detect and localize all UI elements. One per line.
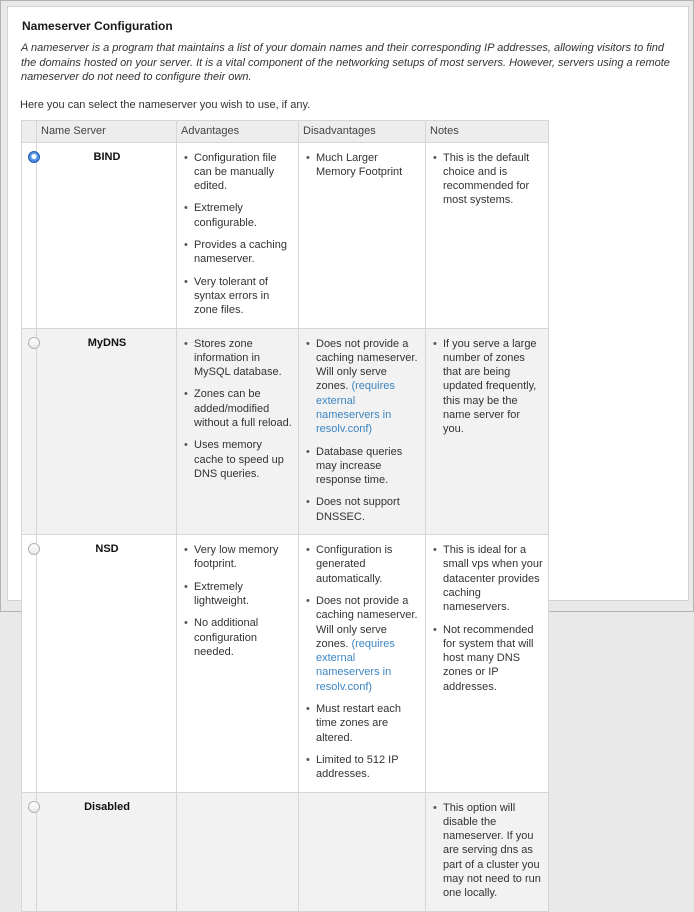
- nameserver-radio-mydns[interactable]: [28, 337, 40, 349]
- list-item-text: Does not provide a caching nameserver. Will only serve zones.: [316, 594, 418, 650]
- list-item-text: Extremely lightweight.: [194, 580, 250, 607]
- page-description: A nameserver is a program that maintains a list of your domain names and their corresponding IP addresses, allowing visitors to find the domains hosted on your server. It is a vital component of the networking setups of most servers. However, servers using a remote nameserver do not need to configure their own.: [21, 42, 670, 84]
- radio-cell: [22, 142, 37, 328]
- advantages-cell: [177, 142, 299, 328]
- disadvantages-cell: [299, 142, 426, 328]
- table-row: [22, 535, 549, 792]
- radio-cell: [22, 328, 37, 535]
- list-item: [183, 580, 293, 609]
- list-item: [305, 445, 420, 488]
- notes-list: [432, 801, 543, 901]
- radio-cell: [22, 535, 37, 792]
- nameserver-name: MyDNS: [37, 328, 177, 535]
- radio-column-header: [22, 120, 37, 142]
- disadvantages-cell: [299, 535, 426, 792]
- list-item-text: Very low memory footprint.: [194, 544, 279, 571]
- advantages-cell: [177, 535, 299, 792]
- list-item-text: This is ideal for a small vps when your datacenter provides caching nameservers.: [443, 544, 543, 614]
- list-item: [183, 616, 293, 659]
- list-item-text: Configuration is generated automatically.: [316, 544, 393, 585]
- nameserver-table: [21, 120, 549, 912]
- notes-cell: [426, 142, 549, 328]
- column-header-advantages: Advantages: [177, 120, 299, 142]
- list-item-text: Does not support DNSSEC.: [316, 496, 400, 523]
- list-item: [183, 238, 293, 267]
- table-row: [22, 792, 549, 911]
- list-item-text: This is the default choice and is recommended for most systems.: [443, 151, 530, 207]
- list-item: [305, 594, 420, 694]
- advantages-list: [183, 337, 293, 482]
- notes-list: [432, 151, 543, 208]
- nameserver-table-body: [22, 142, 549, 911]
- list-item: [305, 702, 420, 745]
- list-item: [183, 543, 293, 572]
- list-item-text: This option will disable the nameserver. If you are serving dns as part of a cluster you may not need to run one locally.: [443, 801, 541, 900]
- notes-cell: [426, 792, 549, 911]
- list-item: [305, 543, 420, 586]
- disadvantages-list: [305, 151, 420, 180]
- list-item: [305, 151, 420, 180]
- list-item-text: Extremely configurable.: [194, 202, 257, 229]
- list-item-text: Configuration file can be manually edited.: [194, 151, 277, 193]
- advantages-cell: [177, 792, 299, 911]
- list-item-text: If you serve a large number of zones that are being updated frequently, this may be the name server for you.: [443, 337, 537, 436]
- disadvantages-list: [305, 543, 420, 781]
- notes-list: [432, 337, 543, 437]
- nameserver-name: BIND: [37, 142, 177, 328]
- advantages-list: [183, 151, 293, 318]
- nameserver-name: Disabled: [37, 792, 177, 911]
- list-item: [183, 387, 293, 430]
- list-item: [305, 495, 420, 524]
- table-row: [22, 142, 549, 328]
- table-row: [22, 328, 549, 535]
- nameserver-radio-bind[interactable]: [28, 151, 40, 163]
- list-item-text: Must restart each time zones are altered.: [316, 703, 401, 744]
- page-title: Nameserver Configuration: [22, 19, 173, 33]
- advantages-cell: [177, 328, 299, 535]
- resolv-conf-link[interactable]: (requires external nameservers in resolv.conf): [316, 637, 395, 693]
- list-item-text: Does not provide a caching nameserver. Will only serve zones.: [316, 337, 418, 393]
- list-item-text: Much Larger Memory Footprint: [316, 151, 403, 178]
- notes-list: [432, 543, 543, 694]
- list-item: [432, 623, 543, 694]
- disadvantages-cell: [299, 792, 426, 911]
- advantages-list: [183, 543, 293, 659]
- notes-cell: [426, 328, 549, 535]
- list-item-text: Database queries may increase response time.: [316, 445, 403, 487]
- nameserver-radio-disabled[interactable]: [28, 801, 40, 813]
- list-item-text: Provides a caching nameserver.: [194, 239, 287, 266]
- table-header-row: [22, 120, 549, 142]
- list-item: [183, 201, 293, 230]
- instruction-text: Here you can select the nameserver you wish to use, if any.: [20, 98, 311, 111]
- list-item-text: No additional configuration needed.: [194, 617, 259, 658]
- list-item: [183, 438, 293, 481]
- list-item: [432, 543, 543, 614]
- list-item: [432, 801, 543, 901]
- nameserver-radio-nsd[interactable]: [28, 543, 40, 555]
- notes-cell: [426, 535, 549, 792]
- list-item: [183, 275, 293, 318]
- nameserver-configuration-page: [7, 6, 689, 900]
- list-item: [183, 337, 293, 380]
- list-item: [305, 753, 420, 782]
- list-item-text: Stores zone information in MySQL database.: [194, 337, 282, 379]
- list-item-text: Limited to 512 IP addresses.: [316, 753, 399, 781]
- list-item: [432, 337, 543, 437]
- list-item-text: Not recommended for system that will host many DNS zones or IP addresses.: [443, 623, 534, 693]
- disadvantages-cell: [299, 328, 426, 535]
- column-header-name-server: Name Server: [37, 120, 177, 142]
- disadvantages-list: [305, 337, 420, 525]
- nameserver-name: NSD: [37, 535, 177, 792]
- radio-cell: [22, 792, 37, 911]
- column-header-disadvantages: Disadvantages: [299, 120, 426, 142]
- resolv-conf-link[interactable]: (requires external nameservers in resolv.conf): [316, 380, 395, 436]
- list-item: [183, 151, 293, 194]
- list-item-text: Very tolerant of syntax errors in zone files.: [194, 275, 270, 317]
- column-header-notes: Notes: [426, 120, 549, 142]
- list-item: [432, 151, 543, 208]
- list-item: [305, 337, 420, 437]
- list-item-text: Zones can be added/modified without a full reload.: [194, 388, 292, 429]
- list-item-text: Uses memory cache to speed up DNS queries.: [194, 439, 284, 480]
